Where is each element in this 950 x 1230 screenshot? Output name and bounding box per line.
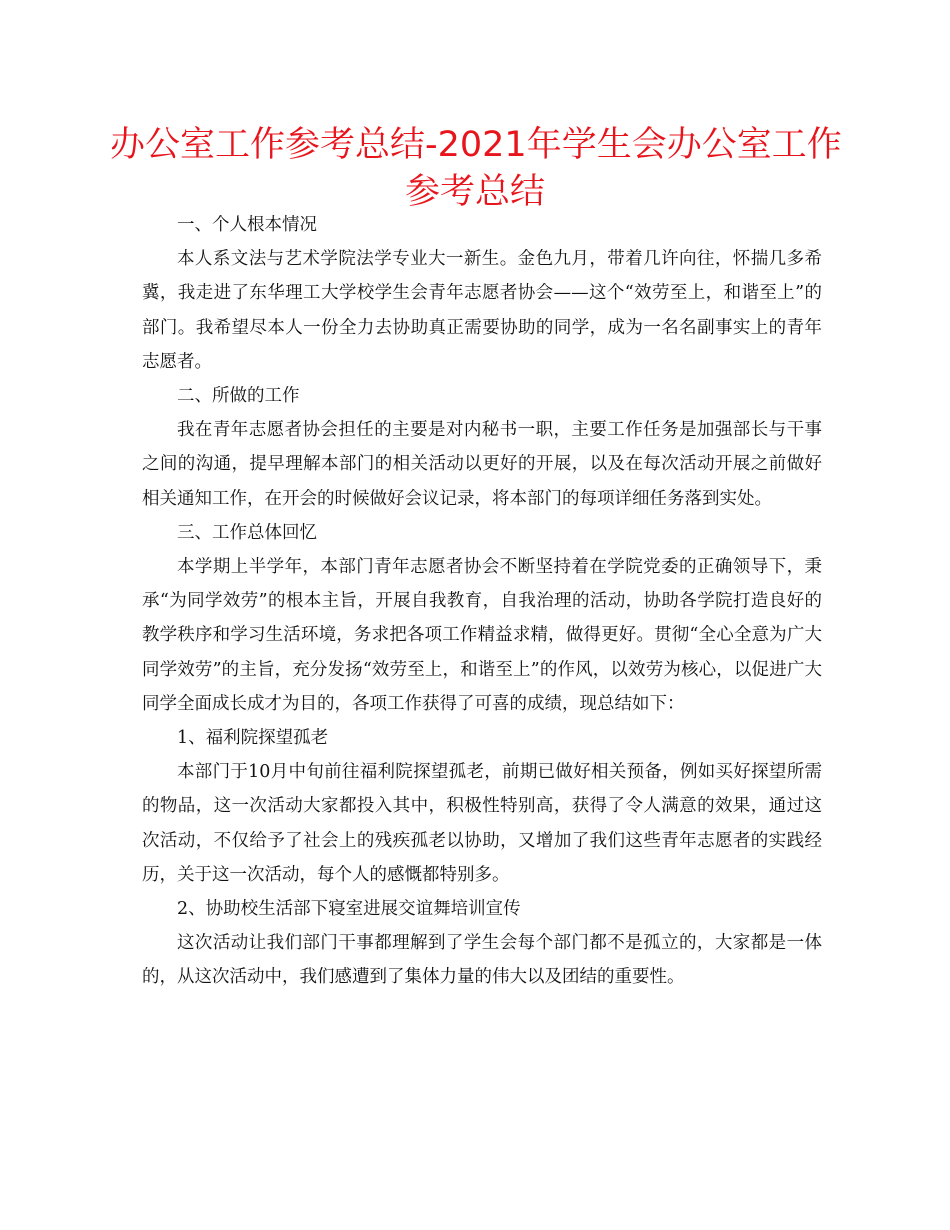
paragraph-work-done: 我在青年志愿者协会担任的主要是对内秘书一职，主要工作任务是加强部长与干事之间的沟通，提早理解本部门的相关活动以更好的开展，以及在每次活动开展之前做好相关通知工作，在开会的时候做好会议记录，将本部门的每项详细任务落到实处。 [142, 420, 822, 509]
document-title-line-1: 办公室工作参考总结-2021年学生会办公室工作 [110, 125, 842, 165]
section-heading-overall-review: 三、工作总体回忆 [177, 522, 317, 543]
paragraph-welfare-visit: 本部门于10月中旬前往福利院探望孤老，前期已做好相关预备，例如买好探望所需的物品，这一次活动大家都投入其中，积极性特别高，获得了令人满意的效果，通过这次活动，不仅给予了社会上的残疾孤老以协助，又增加了我们这些青年志愿者的实践经历，关于这一次活动，每个人的感慨都特别多。 [142, 762, 822, 885]
document-title-line-2: 参考总结 [404, 172, 545, 212]
subheading-welfare-visit: 1、福利院探望孤老 [177, 728, 329, 749]
paragraph-overall-review: 本学期上半学年，本部门青年志愿者协会不断坚持着在学院党委的正确领导下，秉承“为同学效劳”的根本主旨，开展自我教育，自我治理的活动，协助各学院打造良好的教学秩序和学习生活环境，务求把各项工作精益求精，做得更好。贯彻“全心全意为广大同学效劳”的主旨，充分发扬“效劳至上，和谐至上”的作风，以效劳为核心，以促进广大同学全面成长成才为目的，各项工作获得了可喜的成绩，现总结如下： [142, 557, 822, 714]
document-body [142, 208, 822, 995]
section-heading-personal-situation: 一、个人根本情况 [177, 215, 317, 235]
subheading-dance-training: 2、协助校生活部下寝室进展交谊舞培训宣传 [177, 899, 521, 920]
section-heading-work-done: 二、所做的工作 [177, 386, 300, 407]
paragraph-dance-training: 这次活动让我们部门干事都理解到了学生会每个部门都不是孤立的，大家都是一体的，从这次活动中，我们感遭到了集体力量的伟大以及团结的重要性。 [142, 933, 822, 988]
paragraph-personal-situation: 本人系文法与艺术学院法学专业大一新生。金色九月，带着几许向往，怀揣几多希冀，我走进了东华理工大学校学生会青年志愿者协会——这个“效劳至上，和谐至上”的部门。我希望尽本人一份全力去协助真正需要协助的同学，成为一名名副事实上的青年志愿者。 [142, 249, 822, 372]
